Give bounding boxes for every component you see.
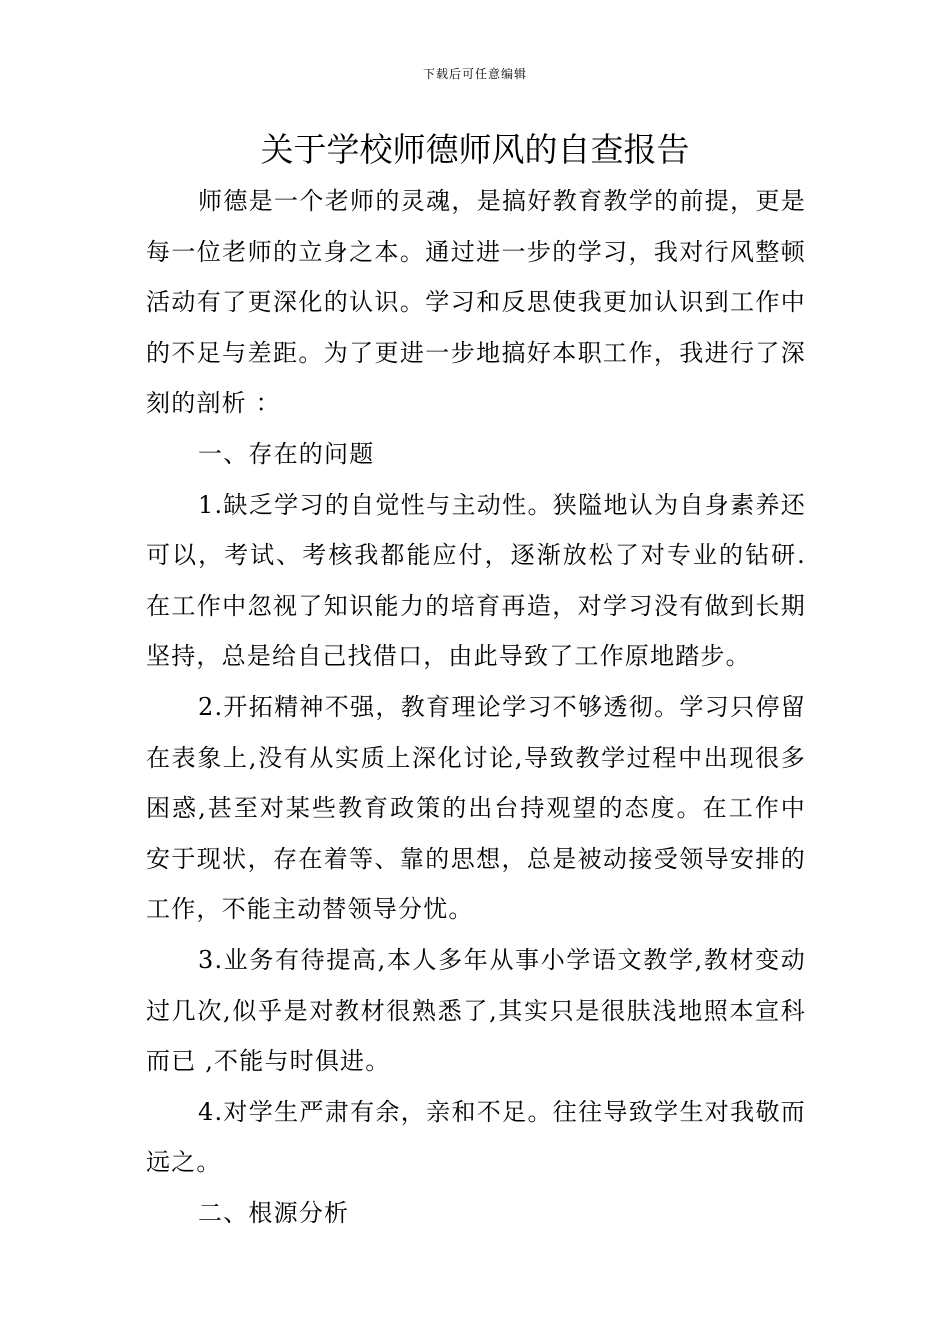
document-body [146,176,806,1238]
problem-item-3: 3.业务有待提高,本人多年从事小学语文教学,教材变动过几次,似乎是对教材很熟悉了,其实只是很肤浅地照本宣科而已 ,不能与时俱进。 [146,945,806,1076]
problem-item-1: 1.缺乏学习的自觉性与主动性。狭隘地认为自身素养还可以，考试、考核我都能应付，逐渐放松了对专业的钻研.在工作中忽视了知识能力的培育再造，对学习没有做到长期坚持，总是给自己找借口，由此导致了工作原地踏步。 [146,490,806,671]
section-heading-root-cause: 二、根源分析 [198,1198,350,1227]
problem-item-4: 4.对学生严肃有余，亲和不足。往往导致学生对我敬而远之。 [146,1097,806,1177]
page-header-note: 下载后可任意编辑 [422,67,527,81]
intro-paragraph: 师德是一个老师的灵魂，是搞好教育教学的前提，更是每一位老师的立身之本。通过进一步的学习，我对行风整顿活动有了更深化的认识。学习和反思使我更加认识到工作中的不足与差距。为了更进一步地搞好本职工作，我进行了深刻的剖析 ： [146,187,806,418]
document-title: 关于学校师德师风的自查报告 [260,130,690,169]
problem-item-2: 2.开拓精神不强，教育理论学习不够透彻。学习只停留在表象上,没有从实质上深化讨论,导致教学过程中出现很多困惑,甚至对某些教育政策的出台持观望的态度。在工作中安于现状，存在着等、靠的思想，总是被动接受领导安排的工作，不能主动替领导分忧。 [146,692,806,924]
section-heading-problems: 一、存在的问题 [198,439,375,468]
